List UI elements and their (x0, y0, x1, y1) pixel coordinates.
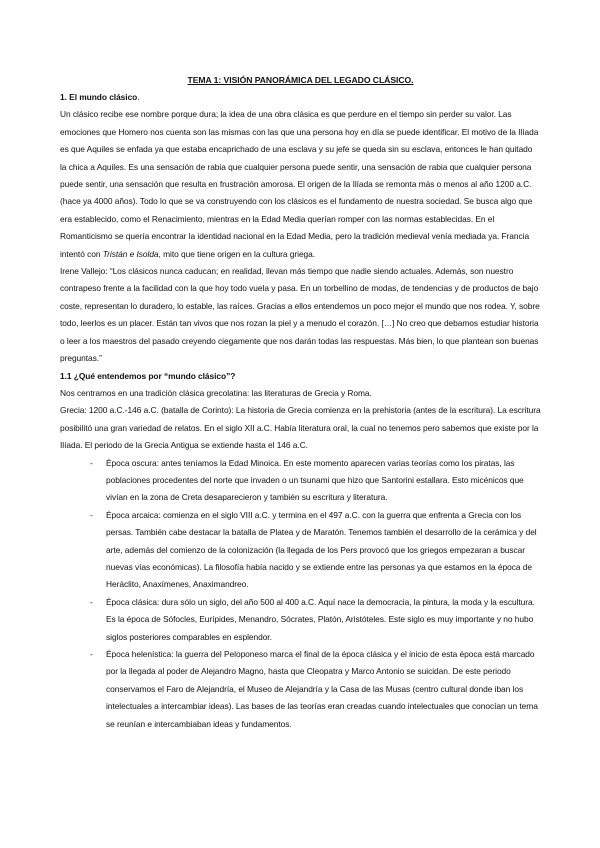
dash-bullet-icon: - (90, 457, 93, 468)
paragraph-text: Un clásico recibe ese nombre porque dura; la idea de una obra clásica es que perdure en el tiempo sin perder su valor. Las emociones que Homero nos cuenta son las mismas con las que una persona hoy en día se puede identificar. El motivo de la Ilíada es que Aquiles se enfada ya que estaba encaprichado de una esclava y su jefe se queda sin su esclava, entonces le han quitado la chica a Aquiles. Es una sensación de rabia que cualquier persona puede sentir, una sensación de rabia que cualquier persona puede sentir, una sensación que resulta en frustración amorosa. El origen de la Ilíada se remonta más o menos al año 1200 a.C. (hace ya 4000 años). Todo lo que se va construyendo con los clásicos es el fundamento de nuestra sociedad. Se busca algo que era establecido, como el Renacimiento, mientras en la Edad Media querían romper con las normas establecidas. En el Romanticismo se quería encontrar la identidad nacional en la Edad Media, pero la tradición medieval venía mediada ya. Francia intentó con (60, 109, 539, 259)
document-title: TEMA 1: VISIÓN PANORÁMICA DEL LEGADO CLÁSICO. (187, 75, 414, 85)
list-item-text: Época clásica: dura sólo un siglo, del año 500 al 400 a.C. Aquí nace la democracia, la pintura, la moda y la escultura. Es la época de Sófocles, Eurípides, Menandro, Sócrates, Platón, Aristóteles. Este siglo es muy importante y no hubo siglos posteriores comparables en esplendor. (106, 596, 535, 642)
dash-bullet-icon: - (90, 509, 93, 520)
section-1-heading-line (60, 89, 541, 106)
epochs-list (60, 455, 541, 734)
italic-title: Tristán e Isolda (102, 248, 159, 259)
list-item-epoca-oscura (60, 455, 541, 507)
section-1-heading: 1. El mundo clásico (60, 92, 138, 102)
section-1-1-paragraph-2: Grecia: 1200 a.C.-146 a.C. (batalla de Corinto): La historia de Grecia comienza en la prehistoria (antes de la escritura). La escritura posibilitó una gran variedad de relatos. En el siglo XII a.C. Había literatura oral, la cual no tenemos pero sabemos que existe por la Ilíada. El periodo de la Grecia Antigua se extiende hasta el 146 a.C. (60, 405, 541, 451)
list-item-text: Época arcaica: comienza en el siglo VIII a.C. y termina en el 497 a.C. con la guerra que enfrenta a Grecia con los persas. También cabe destacar la batalla de Platea y de Maratón. Tenemos también el desarrollo de la cerámica y del arte, además del comienzo de la colonización (la llegada de los Pers provocó que los griegos empezaran a buscar nuevas vías económicas). La filosofía había nacido y se extiende entre las personas ya que estamos en la época de Heráclito, Anaxímenes, Anaximandreo. (106, 509, 537, 590)
list-item-epoca-clasica (60, 594, 541, 646)
dash-bullet-icon: - (90, 649, 93, 659)
section-1-heading-suffix: . (137, 92, 140, 102)
paragraph-text: , mito que tiene origen en la cultura griega. (158, 248, 316, 259)
dash-bullet-icon: - (90, 596, 93, 607)
list-item-epoca-helenistica (60, 646, 541, 733)
section-1-1-heading: 1.1 ¿Qué entendemos por “mundo clásico”? (60, 370, 236, 381)
document-page (60, 72, 541, 733)
vallejo-quote: Irene Vallejo: “Los clásicos nunca caducan; en realidad, llevan más tiempo que nadie siendo actuales. Además, son nuestro contrapeso frente a la facilidad con la que hoy todo vuela y pasa. En un torbellino de modas, de tendencias y de productos de bajo coste, representan lo duradero, lo estable, las raíces. Gracias a ellos entendemos un poco mejor el mundo que nos rodea. Y, sobre todo, leerlos es un placer. Están tan vivos que nos rozan la piel y a menudo el corazón. […] No creo que debamos estudiar historia o leer a los maestros del pasado creyendo ciegamente que nos darán todas las respuestas. Más bien, lo que plantean son buenas preguntas.” (60, 266, 540, 364)
section-1-paragraph (60, 106, 541, 263)
list-item-epoca-arcaica (60, 507, 541, 594)
list-item-text: Época oscura: antes teníamos la Edad Minoica. En este momento aparecen varias teorías como los piratas, las poblaciones procedentes del norte que invaden o un tsunami que hizo que Santorini estallara. Esto micénicos que vivían en la zona de Creta desaparecieron y también su escritura y literatura. (106, 457, 524, 503)
section-1-1-paragraph-1: Nos centramos en una tradición clásica grecolatina: las literaturas de Grecia y Roma. (60, 387, 372, 398)
list-item-text: Época helenística: la guerra del Peloponeso marca el final de la época clásica y el inicio de esta época está marcado por la llegada al poder de Alejandro Magno, hasta que Cleopatra y Marco Antonio se suicidan. De este periodo conservamos el Faro de Alejandría, el Museo de Alejandría y la Casa de las Musas (centro cultural donde iban los intelectuales a intercambiar ideas). Las bases de las teorías eran creadas cuando intelectuales que conocían un tema se reunían e intercambiaban ideas y fundamentos. (106, 649, 538, 729)
